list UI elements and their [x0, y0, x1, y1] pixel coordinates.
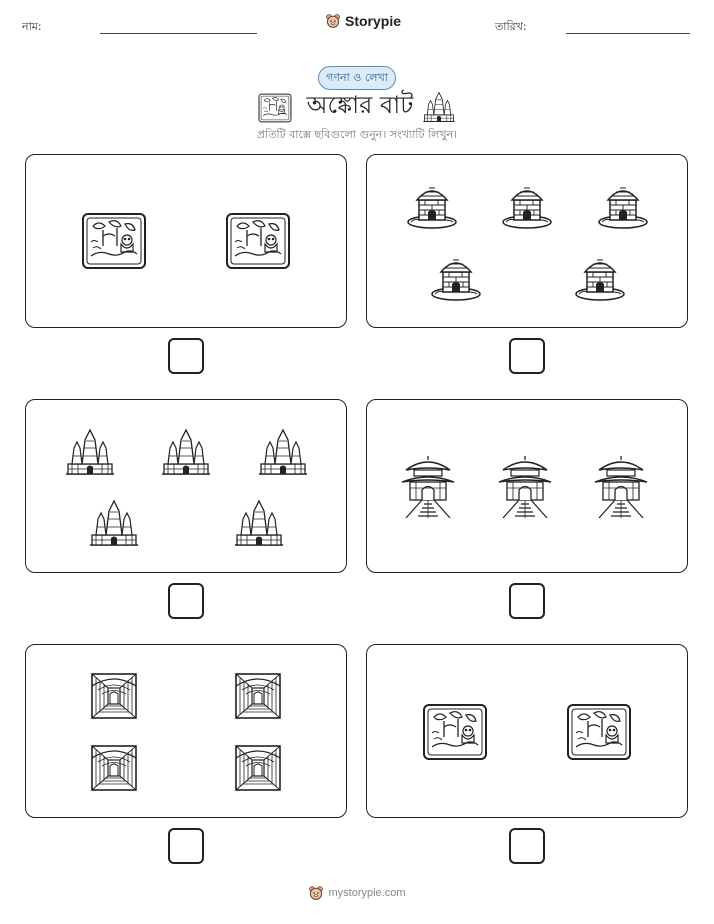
round-stone-hut-icon [405, 182, 459, 230]
name-label: নাম: [22, 20, 42, 33]
count-box-2 [366, 154, 688, 328]
answer-box-1[interactable] [168, 338, 204, 374]
brand-logo [325, 12, 401, 30]
footer [0, 884, 714, 902]
temple-towers-icon [257, 428, 309, 476]
temple-towers-icon [88, 499, 140, 547]
round-stone-hut-icon [573, 254, 627, 302]
stone-corridor-icon [90, 672, 138, 720]
date-label: তারিখ: [495, 20, 527, 33]
answer-box-4[interactable] [509, 583, 545, 619]
carved-relief-tile-icon [422, 703, 488, 761]
brand-name: Storypie [345, 13, 402, 29]
count-box-1 [25, 154, 347, 328]
carved-relief-tile-icon [566, 703, 632, 761]
carved-relief-tile-icon [225, 212, 291, 270]
page-title: অঙ্কোর বাট [306, 91, 414, 119]
count-box-5 [25, 644, 347, 818]
category-badge: গণনা ও লেখা [318, 66, 396, 90]
round-stone-hut-icon [500, 182, 554, 230]
temple-towers-icon [422, 91, 456, 123]
pagoda-gate-icon [400, 454, 456, 520]
footer-url[interactable]: mystorypie.com [328, 887, 406, 899]
answer-box-5[interactable] [168, 828, 204, 864]
instruction-text: প্রতিটি বাক্সে ছবিগুলো গুনুন। সংখ্যাটি লিখুন। [256, 128, 458, 141]
count-box-3 [25, 399, 347, 573]
answer-box-3[interactable] [168, 583, 204, 619]
stone-corridor-icon [234, 744, 282, 792]
temple-towers-icon [64, 428, 116, 476]
round-stone-hut-icon [429, 254, 483, 302]
answer-box-6[interactable] [509, 828, 545, 864]
mascot-icon [325, 12, 341, 30]
stone-corridor-icon [90, 744, 138, 792]
stone-corridor-icon [234, 672, 282, 720]
date-line[interactable] [566, 33, 690, 34]
count-box-6 [366, 644, 688, 818]
answer-box-2[interactable] [509, 338, 545, 374]
carved-relief-tile-icon [258, 93, 292, 123]
carved-relief-tile-icon [81, 212, 147, 270]
round-stone-hut-icon [596, 182, 650, 230]
pagoda-gate-icon [593, 454, 649, 520]
temple-towers-icon [160, 428, 212, 476]
name-line[interactable] [100, 33, 257, 34]
mascot-icon [308, 884, 324, 902]
pagoda-gate-icon [497, 454, 553, 520]
temple-towers-icon [233, 499, 285, 547]
